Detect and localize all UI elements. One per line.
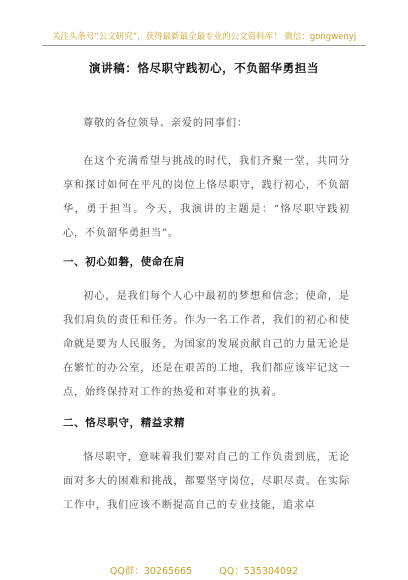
section1-paragraph: [63, 285, 350, 405]
header-divider: [42, 45, 366, 46]
footer-contact: [0, 563, 408, 577]
intro-text: 在这个充满希望与挑战的时代，我们齐聚一堂，共同分享和探讨如何在平凡的岗位上恪尽职守，践行初心，不负韶华，勇于担当。今天，我演讲的主题是：“恪尽职守践初心，不负韶华勇担当”。: [63, 156, 350, 239]
section1-text: 初心，是我们每个人心中最初的梦想和信念；使命，是我们肩负的责任和任务。作为一名工作者，我们的初心和使命就是要为人民服务，为国家的发展贡献自己的力量无论是在繁忙的办公室，还是在艰苦的工地，我们都应该牢记这一点，始终保持对工作的热爱和对事业的执着。: [63, 291, 350, 398]
footer-qq: QQ：535304092: [219, 566, 299, 577]
section2-heading: 二、恪尽职守，精益求精: [63, 417, 186, 429]
greeting-paragraph: [63, 112, 350, 136]
footer-qq-group: QQ群：30265665: [109, 566, 193, 577]
header-promo-text: 关注头条号“公文研究”，获得最新最全最专业的公文资料库！ 微信：gongwenyj: [51, 32, 357, 42]
section2-paragraph: [63, 446, 350, 518]
intro-paragraph: [63, 150, 350, 246]
document-title: 演讲稿：恪尽职守践初心，不负韶华勇担当: [89, 61, 319, 75]
greeting-text: 尊敬的各位领导、亲爱的同事们：: [83, 118, 248, 129]
section1-heading: 一、初心如磐，使命在肩: [63, 256, 186, 268]
section2-text: 恪尽职守，意味着我们要对自己的工作负责到底，无论面对多大的困难和挑战，都要坚守岗位，尽职尽责。在实际工作中，我们应该不断提高自己的专业技能，追求卓: [63, 452, 350, 511]
